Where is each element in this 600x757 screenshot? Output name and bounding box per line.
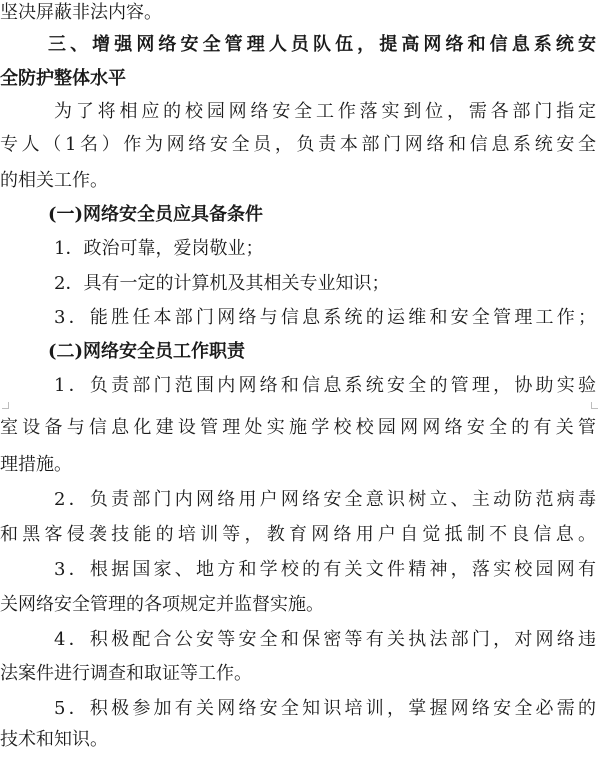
list-item: 1．负责部门范围内网络和信息系统安全的管理，协助实验 <box>54 375 596 396</box>
list-item: 4．积极配合公安等安全和保密等有关执法部门，对网络违 <box>54 629 596 650</box>
section-heading-cont: 全防护整体水平 <box>0 68 126 89</box>
paragraph-line: 专人（1名）作为网络安全员，负责本部门网络和信息系统安全 <box>0 134 596 155</box>
list-item: 2．具有一定的计算机及其相关专业知识； <box>54 273 390 294</box>
page-corner-mark <box>591 402 598 409</box>
subsection-heading: (二)网络安全员工作职责 <box>48 341 246 362</box>
list-item: 1．政治可靠，爱岗敬业； <box>54 238 264 259</box>
subsection-heading: (一)网络安全员应具备条件 <box>48 204 264 225</box>
list-item-cont: 和黑客侵袭技能的培训等，教育网络用户自觉抵制不良信息。 <box>0 524 596 545</box>
paragraph-line: 为了将相应的校园网络安全工作落实到位，需各部门指定 <box>54 101 596 122</box>
list-item-cont: 关网络安全管理的各项规定并监督实施。 <box>0 594 324 615</box>
list-item-cont: 室设备与信息化建设管理处实施学校校园网网络安全的有关管 <box>0 417 596 438</box>
section-heading: 三、增强网络安全管理人员队伍，提高网络和信息系统安 <box>48 34 596 55</box>
list-item: 2．负责部门内网络用户网络安全意识树立、主动防范病毒 <box>54 489 596 510</box>
list-item-cont: 技术和知识。 <box>0 729 108 750</box>
paragraph-line: 的相关工作。 <box>0 170 108 191</box>
list-item: 3．能胜任本部门网络与信息系统的运维和安全管理工作； <box>54 307 596 328</box>
page-break <box>0 398 600 410</box>
list-item: 5．积极参加有关网络安全知识培训，掌握网络安全必需的 <box>54 698 596 719</box>
page-corner-mark <box>2 402 9 409</box>
text-line: 坚决屏蔽非法内容。 <box>0 2 162 23</box>
list-item-cont: 法案件进行调查和取证等工作。 <box>0 663 252 684</box>
list-item: 3．根据国家、地方和学校的有关文件精神，落实校园网有 <box>54 559 596 580</box>
list-item-cont: 理措施。 <box>0 454 72 475</box>
